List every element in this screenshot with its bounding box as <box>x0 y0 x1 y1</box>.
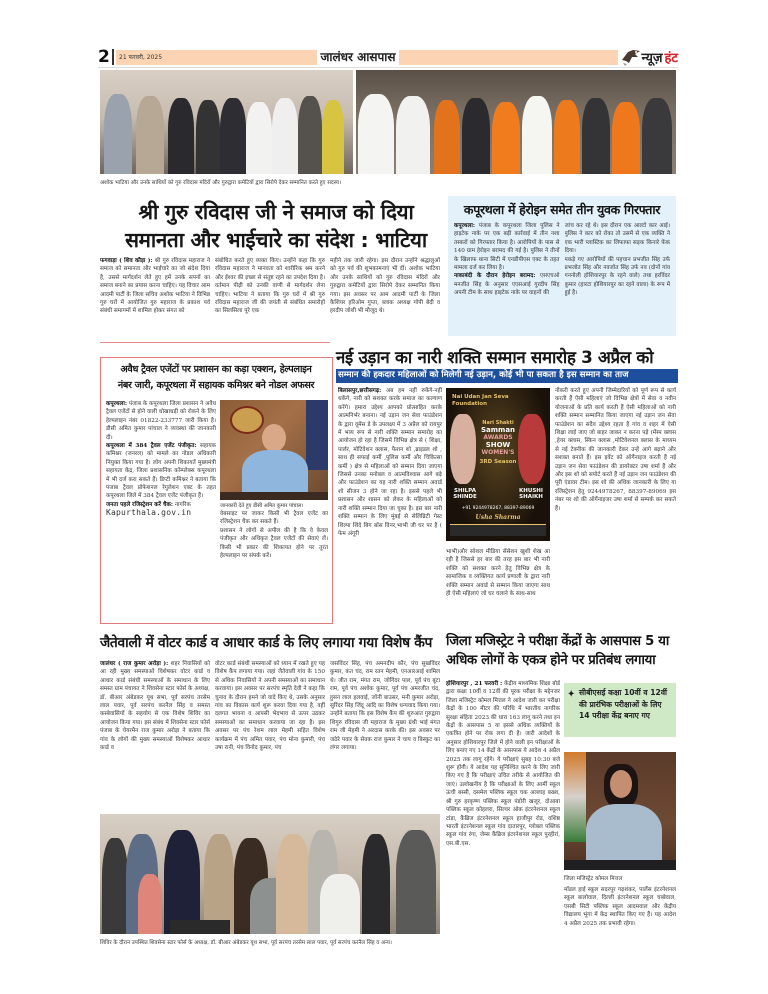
highlight-box <box>564 683 676 737</box>
divider <box>112 49 114 65</box>
issue-date: 21 फरवरी, 2025 <box>119 54 163 61</box>
story-heroin-box <box>448 196 676 336</box>
column: जांच कर रहे थे। इस दौरान एक आल्टो कार आई। पुलिस ने कार को रोका तो उसमें से एक व्यक्ति ने एक भारी प्लास्टिक का लिफाफा सड़क किनारे फेंक दिया। पकड़े गए आरोपियों की पहचान प्रभजीत सिंह उर्फ प्रभजोत सिंह और नवजोत सिंह उर्फ नव (दोनों गांव गननोली होशियारपुर के रहने वाले) तथा हरविंदर कुमार (हारटा होशियारपुर का रहने वाला) के रूप में हुई है। <box>564 223 670 297</box>
eagle-icon <box>620 48 642 66</box>
person <box>396 830 436 934</box>
column: कपूरथला: पंजाब के कपूरथला जिला पुलिस ने हाइटेक नाके पर एक बड़ी कार्रवाई में तीन नशा तस्करों को गिरफ्तार किया है। आरोपियों के पास से 140 ग्राम हेरोइन बरामद की गई है। पुलिस ने तीनों के खिलाफ थाना सिटी में एनडीपीएस एक्ट के तहत मामला दर्ज कर लिया है। नाकाबंदी के दौरान हेरोइन बरामद: एसएचओ मनजीत सिंह के अनुसार एएसआई गुरदीप सिंह अपनी टीम के साथ हाइटेक नाके पर वाहनों की <box>454 223 560 297</box>
flag <box>564 752 586 842</box>
photo-caption: जानकारी देते हुए डीसी अमित कुमार पांचाल। <box>220 503 304 509</box>
person <box>196 100 220 174</box>
column: जसविंदर सिंह, पंच अमनदीप कौर, पंच सुखविंदर कुमार, कंत चंद, राम रतन मेहमी, एनआरआई शामिल थे। जीत राम, मंगत राम, जोगिंदर पाल, पूर्व पंच बूटा राम, पूर्व पंच अशोक कुमार, पूर्व पंच अमरजीत चंद, हुसन लाल हलवाई, जॉनी बाउसर, मनी कुमार अरोड़ा, सुरिंदर सिंह जिंदू आदि का विशेष धन्यवाद किया गया। उन्होंने बताया कि इस विशेष कैंप की शुरुआत गुरुद्वारा शिगुरु रविदास जी महाराज के मुख्य ग्रंथी भाई मंगत राम जी मेहमी ने अरदास करके की। इस अवसर पर जठेरे पवार के सेवक राज कुमार ने चाय व बिस्कुट का लंगर लगाया। <box>330 661 440 752</box>
person <box>554 100 580 174</box>
column: जानकारी देते हुए डीसी अमित कुमार पांचाल। वेबसाइट पर जाकर किसी भी ट्रैवल एजेंट का रजिस्ट्रेशन चैक कर सकते हैं। प्रशासन ने लोगों से अपील की है कि वे केवल पंजीकृत और अधिकृत ट्रैवल एजेंटों की सेवाएं लें। किसी भी प्रकार की शिकायत होने पर तुरंत हेल्पलाइन पर संपर्क करें। <box>220 503 328 560</box>
photo-caption: शिविर के दौरान उपस्थित शिवसेना स्टार फोर्स के अध्यक्ष, डॉ. बीआर अंबेडकर यूथ सभा, पूर्व सरपंच तरसेम लाल पवार, पूर्व सरपंच करनैल सिंह व अन्य। <box>100 940 392 946</box>
person <box>322 100 344 174</box>
photo-caption: अशोक भाटिया और उनके साथियों को गुरु रविदास मंदिरों और गुरुद्वारा कमेटियों द्वारा सिरोपे देकर सम्मानित करते हुए सदस्य। <box>100 180 342 186</box>
subheading: जनता पहले रजिस्ट्रेशन करें चैक: <box>106 501 174 508</box>
person <box>492 102 520 174</box>
headline-ravidas: श्री गुरु रविदास जी ने समाज को दिया समानता और भाईचारे का संदेश : भाटिया <box>125 200 427 252</box>
poster-guest-photo <box>450 414 476 484</box>
logo-band <box>399 50 678 65</box>
person <box>272 98 298 174</box>
dateline: फगवाड़ा ( शिव कौड़ा ): <box>100 258 153 264</box>
person <box>320 874 360 934</box>
person <box>204 834 234 934</box>
poster-sponsors <box>450 524 546 536</box>
subheading: कपूरथला में 384 ट्रैवल एजेंट पंजीकृत: <box>106 443 197 450</box>
subheadline-banner: सम्मान की हकदार महिलाओं को मिलेगी नई उड़ान, कोई भी पा सकता है इस सम्मान का ताज <box>336 369 678 383</box>
poster-phone: +91 9244978267, 88397-89069 <box>461 506 535 511</box>
flag <box>306 400 328 470</box>
person <box>136 96 164 174</box>
voter-camp-photo <box>100 814 440 934</box>
masthead <box>98 48 678 66</box>
person <box>522 96 552 174</box>
column: फगवाड़ा ( शिव कौड़ा ): श्री गुरु रविदास महाराज ने समाज को समानता और भाईचारे का जो संदेश दिया है, उससे मार्गदर्शन लेते हुए हमें उनके सपनों का समाज बनाने का प्रयास करना चाहिए। यह विचार आम आदमी पार्टी के जिला सचिव अशोक भाटिया ने विभिन्न गुरु घरों में आयोजित गुरु महाराज के प्रकाश पर्व संबंधी समागमों में शामिल होकर संगत को <box>100 258 210 315</box>
person-head <box>262 424 286 452</box>
person-face <box>610 770 632 798</box>
poster-org: Nai Udan Jan Seva Foundation <box>452 394 509 407</box>
newspaper-page <box>98 0 678 994</box>
section-title: जालंधर आसपास <box>317 48 399 66</box>
dateline: बिलासपुर,छत्तीसगढ़: <box>338 388 382 394</box>
column: संबोधित करते हुए व्यक्त किए। उन्होंने कहा कि गुरु रविदास महाराज ने मानवता को शारीरिक श्रम करने और ईश्वर की इच्छा से संतुष्ट रहने का उपदेश दिया है। वर्तमान पीढ़ी को उनकी वाणी से मार्गदर्शन लेना चाहिए। भाटिया ने बताया कि गुरु घरों में श्री गुरु रविदास महाराज जी की जयंती से संबंधित समारोहों का सिलसिला पूरे एक <box>215 258 325 315</box>
person <box>582 98 610 174</box>
person <box>164 830 200 934</box>
dc-photo <box>220 400 328 500</box>
person <box>220 98 246 174</box>
desk <box>564 860 676 870</box>
newspaper-logo <box>618 48 679 66</box>
person <box>462 98 490 174</box>
person <box>396 96 430 174</box>
person <box>434 100 460 174</box>
poster-guest-photo <box>518 414 546 484</box>
headline-travel: अवैध ट्रैवल एजेंटों पर प्रशासन का कड़ा एक्शन, हेल्पलाइन नंबर जारी, कपूरथला में सहायक कमिश्नर बने नोडल अफसर <box>117 364 315 391</box>
column: होशियारपुर , 21 फरवरी : केंद्रीय माध्यमिक शिक्षा बोर्ड द्वारा कक्षा 10वीं व 12वीं की पूरक परीक्षा के मद्देनजर जिला मजिस्ट्रेट कोमल मित्तल ने आदेश जारी कर परीक्षा केंद्रों के 100 मीटर की परिधि में भारतीय नागरिक सुरक्षा संहिता 2023 की धारा 163 लागू करने तथा इन केंद्रों के आसपास 5 या इससे अधिक व्यक्तियों के एकत्रित होने पर रोक लगा दी है। जारी आदेशों के अनुसार होशियारपुर जिले में होने वाली इन परीक्षाओं के लिए बनाए गए 14 केंद्रों के आसपास ये आदेश 4 अप्रैल 2025 तक लागू रहेंगे। ये परीक्षाएं सुबह 10:30 बजे शुरू होंगी। ये आदेश यह सुनिश्चित करने के लिए जारी किए गए हैं कि परीक्षाएं उचित तरीके से आयोजित की जाएं। उल्लेखनीय है कि परीक्षाओं के लिए आर्मी स्कूल ऊंची बस्सी, दसमेश पब्लिक स्कूल चक अल्लाह बख्श, श्री गुरु हरकृष्ण पब्लिक स्कूल पंडोरी खजूर, दोआबा पब्लिक स्कूल कोहलरा, सिल्वर ओक इंटरनेशनल स्कूल टांडा, कैंब्रिज इंटरनेशनल स्कूल हाजीपुर रोड, वशिष्ठ भारती इंटरनेशनल स्कूल गांव दातारपुर, ग्लोबल पब्लिक स्कूल गांव रंगा, जेम्स कैंब्रिज इंटरनेशनल स्कूल पुरहीरां, एस.बी.एस. <box>446 681 560 847</box>
story-voter-body <box>100 660 440 808</box>
star-bullet-icon: ✦ <box>567 689 576 700</box>
column: वोटर कार्ड संबंधी समस्याओं को ध्यान में रखते हुए यह विशेष कैंप लगाया गया। जहां जैतेवाली गांव के 150 से अधिक निवासियों ने अपनी समस्याओं का समाधान करवाया। इस अवसर पर सरपंच स्मृति देवी ने कहा कि चुनाव के दौरान हमने जो वादे किए थे, उसके अनुसार गांव का विकास कार्य शुरू करवा दिया गया है, वहीं दलगत भावना व आपसी भेदभाव से ऊपर उठकर समस्याओं का समाधान करवाया जा रहा है। इस अवसर पर पंच रेशम लाल मेहमी सहित विशेष कार्यक्रम में पंच अमित पवार, पंच मोना कुमारी, पंच उषा रानी, पंच विनोद कुमार, पंच <box>215 661 325 752</box>
column: बिलासपुर,छत्तीसगढ़: अब हम नहीं रुकेंगे-नहीं थकेंगे, नारी को सशक्त करके समाज का कल्याण करेंगे। हमारा उद्देश्य आपको प्रोत्साहित करके आत्मनिर्भर बनाना। नई उड़ान जन सेवा फाउंडेशन के द्वारा वूमेंस डे के उपलक्ष्य में 3 अप्रैल को रायपुर में भव्य रूप से नारी शक्ति सम्मान समारोह का आयोजन हो रहा है जिसमें विभिन्न क्षेत्र से ( शिक्षा, पार्लर, मोटिवेशन क्लास, फैशन शो ,ब्राइडल शो , साथ ही सफाई कर्मी ,पुलिस कर्मी और चिकित्सा कर्मी ) क्षेत्र से महिलाओं को सम्मान दिया जाएगा जिससे उनका मनोबल व आत्मविश्वास आगे बढ़े और फाउंडेशन का यह नारी शक्ति सम्मान अवार्ड शो सीजन 3 होने जा रहा है। इससे पहले भी प्रशासन और शासन को लेकर के महिलाओं को नारी शक्ति सम्मान दिया जा चुका है। इस बार नारी शक्ति सम्मान के लिए मुंबई से सेलिब्रिटी गेस्ट शिल्पा शिंदे बिग बॉस विनर,भाभी जी घर पर है ( फेम अंगूरी <box>338 388 442 537</box>
person <box>612 102 640 174</box>
person <box>138 874 162 934</box>
dateline: कपूरथला: <box>454 223 475 229</box>
logo-word-news: न्यूज़ <box>641 51 663 66</box>
top-photo-left <box>100 70 353 174</box>
person <box>362 834 390 934</box>
dateline: कपूरथला: <box>106 401 127 407</box>
top-photo-right <box>356 70 676 174</box>
column: कपूरथला: पंजाब के कपूरथला जिला प्रशासन ने अवैध ट्रैवल एजेंटों से होने वाली धोखाधड़ी को रोकने के लिए हेल्पलाइन नंबर 01822-233777 जारी किया है। डीसी अमित कुमार पांचाल ने व्यवस्था की जानकारी दी। कपूरथला में 384 ट्रैवल एजेंट पंजीकृत: सहायक कमिश्नर (जनरल) को मामले का नोडल अधिकारी नियुक्त किया गया है। लोग अपनी शिकायतें मुख्यमंत्री सहायता केंद्र, जिला प्रशासनिक कॉम्प्लेक्स कपूरथला में भी दर्ज करा सकते हैं। डिप्टी कमिश्नर ने बताया कि पंजाब ट्रैवल प्रोफेशनल रेगुलेशन एक्ट के तहत कपूरथला जिले में 384 ट्रैवल एजेंट पंजीकृत हैं। जनता पहले रजिस्ट्रेशन करें चैक: नागरिक Kapurthala.gov.in <box>106 401 216 518</box>
column: महीने तक जारी रहेगा। इस दौरान उन्होंने श्रद्धालुओं को गुरु पर्व की शुभकामनाएं भी दीं। अशोक भाटिया और उनके साथियों को गुरु रविदास मंदिरों और गुरुद्वारा कमेटियों द्वारा सिरोपे देकर सम्मानित किया गया। इस अवसर पर आम आदमी पार्टी के जिला कैशियर हरिओम गुप्ता, ब्लाक अध्यक्ष गोपी बेदी व हरदीप जोशी भी मौजूद थे। <box>330 258 440 315</box>
poster-title: Nari Shakti Samman AWARDS SHOW WOMEN'S 3RD Season <box>479 420 517 465</box>
person <box>358 94 394 174</box>
emblem-icon <box>230 406 264 434</box>
divider <box>98 67 678 68</box>
headline-nari-shakti: नई उड़ान का नारी शक्ति सम्मान समारोह 3 अप्रैल को <box>336 347 654 367</box>
desk <box>220 492 328 500</box>
person <box>642 98 672 174</box>
poster-director: Usha Sharma <box>475 514 521 521</box>
person <box>104 94 132 174</box>
poster-guest-name: SHILPA SHINDE <box>453 488 477 500</box>
column: भाभी)और सोशल मीडिया सेंसेशन खुशी शेख आ रही है जिससे हर बार की तरह इस बार भी नारी शक्ति को सशक्त करने हेतु विभिन्न क्षेत्र के सामाजिक व व्यक्तिगत कार्य प्रणाली के द्वारा नारी शक्ति सम्मान अवार्ड से सम्मान किया जाएगा साथ ही ऐसी महिलाएं जो घर चलाने के साथ-साथ <box>446 549 550 598</box>
person <box>246 102 272 174</box>
photo-caption: जिला मजिस्ट्रेट कोमल मित्तल <box>564 876 623 882</box>
headline-exam-centers: जिला मजिस्ट्रेट ने परीक्षा केंद्रों के आसपास 5 या अधिक लोगों के एकत्र होने पर प्रतिबंध लगाया <box>446 634 670 668</box>
subheading: नाकाबंदी के दौरान हेरोइन बरामद: <box>454 273 536 280</box>
page-number: 2 <box>98 47 110 67</box>
dateline: होशियारपुर , 21 फरवरी : <box>446 681 503 687</box>
person <box>168 98 194 174</box>
award-poster <box>446 388 550 541</box>
person <box>276 834 310 934</box>
highlight-text: सीबीएसई कक्षा 10वीं व 12वीं की प्रारंभिक परीक्षाओं के लिए 14 परीक्षा केंद्र बनाए गए <box>579 688 668 720</box>
column: नौकरी करते हुए अपनी जिम्मेदारियों को पूर्ण रूप से कार्य करती हैं ऐसी महिलाएं जो विभिन्न क्षेत्रों में सेवा व नवीन योजनाओं के प्रति कार्य करती हैं ऐसी महिलाओं को नारी शक्ति सम्मान सम्मानित किया जाएगा नई उड़ान जन सेवा फाउंडेशन का सदैव उद्देश्य रहता है गांव व शहर में ऐसी शिक्षा लाई जाए जो बाहर जाकर न करना पड़े (मेंस्प क्लास ,हेयर क्लास, स्किन क्लास ,मोटिवेशनल क्लास के माध्यम से नई टेक्नीक की जानकारी देकर उन्हें आगे बढ़ाने और सशक्त बनाते हैं। इस इवेंट को ऑर्गेनाइज करती हैं नई उड़ान जन सेवा फाउंडेशन की डायरेक्टर उषा शर्मा हैं और और इस शो को सपोर्ट करते हैं नई उड़ान जन फाउंडेशन की पूरी एंडावर टीम। इस शो की अधिक जानकारी के लिए या रजिस्ट्रेशन हेतु 9244978267, 88397-89069 इस नंबर पर शो की ऑर्गेनाइजर उषा शर्मा से सम्पर्क कर सकते हैं। <box>555 388 676 512</box>
story-ravidas-body <box>100 257 440 337</box>
person <box>102 838 128 934</box>
story-heroin-body <box>454 222 670 330</box>
column: जालंधर ( राज कुमार अरोड़ा ): शहर निवासियों को आ रही मुख्य समस्याओं विशेषकर वोटर कार्ड व आधार कार्ड संबंधी समस्याओं के समाधान के लिए समस्त ग्राम पंचायत ने शिवसेना स्टार फोर्स के अध्यक्ष, डॉ. बीआर अंबेडकर यूथ सभा, पूर्व सरपंच तरसेम लाल पवार, पूर्व सरपंच करनैल सिंह व समस्त कस्बेवासियों के सहयोग से एक विशेष शिविर का आयोजन किया गया। इस संबंध में शिवसेना स्टार फोर्स पंजाब के चेयरमैन राज कुमार अरोड़ा ने बताया कि गांव के लोगों की मुख्य समस्याओं विशेषकर आधार कार्ड व <box>100 661 210 752</box>
date-band <box>116 50 317 65</box>
story-travel-box <box>100 357 333 624</box>
website-link[interactable]: Kapurthala.gov.in <box>106 508 192 518</box>
dm-photo <box>564 752 676 870</box>
dateline: जालंधर ( राज कुमार अरोड़ा ): <box>100 661 169 667</box>
headline-voter-camp: जैतेवाली में वोटर कार्ड व आधार कार्ड के लिए लगाया गया विशेष कैंप <box>100 635 433 651</box>
poster-guest-name: KHUSHI SHAIKH <box>519 488 543 500</box>
headline-heroin: कपूरथला में हेरोइन समेत तीन युवक गिरफ्तार <box>463 202 661 217</box>
printer <box>170 920 230 934</box>
divider <box>100 342 330 343</box>
column: मॉडल हाई स्कूल सदरपुर गढ़शंकर, पार्लेस इंटरनेशनल स्कूल बालोवाल, दिल्ली इंटरनेशनल स्कूल चब्बेवाल, एसबी सिटी पब्लिक स्कूल आदमवाल और केंद्रीय विद्यालय भूंगा में केंद्र स्थापित किए गए हैं। यह आदेश 4 अप्रैल 2025 तक प्रभावी रहेगा। <box>564 887 676 927</box>
person <box>298 96 322 174</box>
logo-word-hunt: हंट <box>664 51 678 66</box>
